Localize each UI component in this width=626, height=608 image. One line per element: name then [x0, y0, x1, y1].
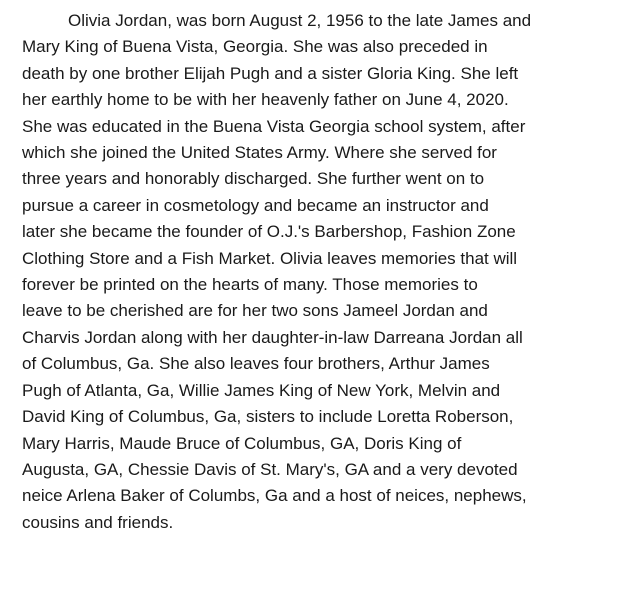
paragraph-line: Mary Harris, Maude Bruce of Columbus, GA, Doris King of — [22, 433, 462, 453]
paragraph-line: pursue a career in cosmetology and became an instructor and — [22, 195, 489, 215]
paragraph-line: Olivia Jordan, was born August 2, 1956 to the late James and — [68, 11, 532, 30]
paragraph-line: Augusta, GA, Chessie Davis of St. Mary's, GA and a very devoted — [22, 459, 518, 479]
paragraph-line: death by one brother Elijah Pugh and a sister Gloria King. She left — [22, 63, 519, 83]
paragraph-line: Clothing Store and a Fish Market. Olivia leaves memories that will — [22, 248, 518, 268]
paragraph-line: forever be printed on the hearts of many. Those memories to — [22, 275, 478, 295]
paragraph-line: David King of Columbus, Ga, sisters to include Loretta Roberson, — [22, 407, 514, 427]
paragraph-line: of Columbus, Ga. She also leaves four brothers, Arthur James — [22, 354, 490, 374]
paragraph-line: cousins and friends. — [22, 512, 174, 532]
paragraph-line: Mary King of Buena Vista, Georgia. She was also preceded in — [22, 37, 488, 57]
paragraph-line: Pugh of Atlanta, Ga, Willie James King of New York, Melvin and — [22, 380, 501, 400]
paragraph-line: later she became the founder of O.J.'s Barbershop, Fashion Zone — [22, 222, 516, 242]
paragraph-line: Charvis Jordan along with her daughter-in-law Darreana Jordan all — [22, 327, 523, 347]
obituary-paragraph — [22, 8, 622, 536]
paragraph-line: which she joined the United States Army. Where she served for — [22, 143, 497, 163]
paragraph-line: her earthly home to be with her heavenly father on June 4, 2020. — [22, 90, 509, 110]
paragraph-line: three years and honorably discharged. She further went on to — [22, 169, 485, 189]
paragraph-line: neice Arlena Baker of Columbs, Ga and a host of neices, nephews, — [22, 486, 527, 506]
paragraph-line: She was educated in the Buena Vista Georgia school system, after — [22, 116, 526, 136]
paragraph-line: leave to be cherished are for her two sons Jameel Jordan and — [22, 301, 488, 321]
